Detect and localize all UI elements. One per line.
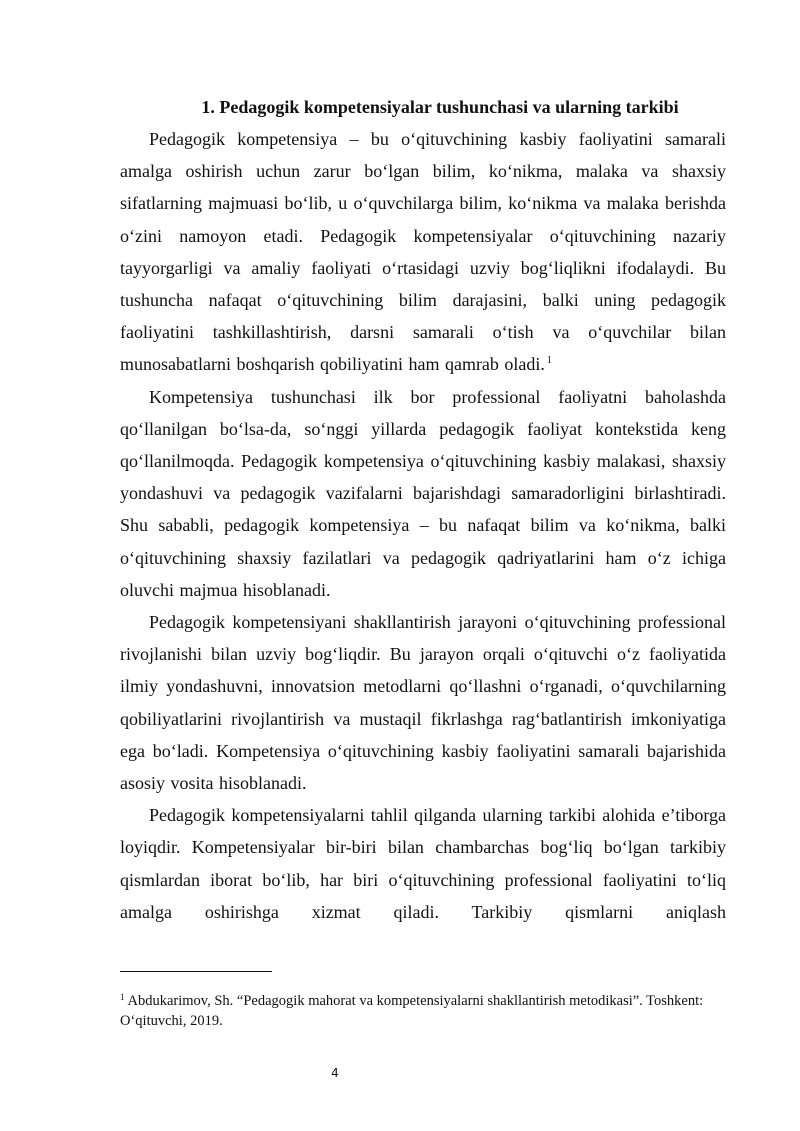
footnote-marker: 1 [120, 992, 125, 1002]
body-text [120, 123, 726, 928]
footnote-text: Abdukarimov, Sh. “Pedagogik mahorat va kompetensiyalarni shakllantirish metodikasi”. Toshkent: O‘qituvchi, 2019. [120, 993, 704, 1029]
page-number: 4 [331, 1066, 339, 1080]
footnote [120, 991, 726, 1031]
paragraph-3: Pedagogik kompetensiyani shakllantirish jarayoni o‘qituvchining professional rivojlanishi bilan uzviy bog‘liqdir. Bu jarayon orqali o‘qituvchi o‘z faoliyatida ilmiy yondashuvni, innovatsion metodlarni qo‘llashni o‘rganadi, o‘quvchilarning qobiliyatlarini rivojlantirish va mustaqil fikrlashga rag‘batlantirish imkoniyatiga ega bo‘ladi. Kompetensiya o‘qituvchining kasbiy faoliyatini samarali bajarishida asosiy vosita hisoblanadi. [120, 612, 726, 794]
paragraph-4: Pedagogik kompetensiyalarni tahlil qilganda ularning tarkibi alohida e’tiborga loyiqdir. Kompetensiyalar bir-biri bilan chambarchas bog‘liq bo‘lgan tarkibiy qismlardan iborat bo‘lib, har biri o‘qituvchining professional faoliyatini to‘liq amalga oshirishga xizmat qiladi. Tarkibiy qismlarni aniqlash [120, 805, 726, 922]
section-heading: 1. Pedagogik kompetensiyalar tushunchasi va ularning tarkibi [201, 97, 679, 117]
paragraph-1-text: Pedagogik kompetensiya – bu o‘qituvchining kasbiy faoliyatini samarali amalga oshirish uchun zarur bo‘lgan bilim, ko‘nikma, malaka va shaxsiy sifatlarning majmuasi bo‘lib, u o‘quvchilarga bilim, ko‘nikma va malaka berishda o‘zini namoyon etadi. Pedagogik kompetensiyalar o‘qituvchining nazariy tayyorgarligi va amaliy faoliyati o‘rtasidagi uzviy bog‘liqlikni ifodalaydi. Bu tushuncha nafaqat o‘qituvchining bilim darajasini, balki uning pedagogik faoliyatini tashkillashtirish, darsni samarali o‘tish va o‘quvchilar bilan munosabatlarni boshqarish qobiliyatini ham qamrab oladi. [120, 129, 726, 375]
paragraph-1 [120, 123, 726, 381]
footnote-separator [120, 971, 272, 972]
footnote-reference: 1 [546, 355, 552, 367]
paragraph-2: Kompetensiya tushunchasi ilk bor professional faoliyatni baholashda qo‘llanilgan bo‘lsa-da, so‘nggi yillarda pedagogik faoliyat kontekstida keng qo‘llanilmoqda. Pedagogik kompetensiya o‘qituvchining kasbiy malakasi, shaxsiy yondashuvi va pedagogik vazifalarni bajarishdagi samaradorligini birlashtiradi. Shu sababli, pedagogik kompetensiya – bu nafaqat bilim va ko‘nikma, balki o‘qituvchining shaxsiy fazilatlari va pedagogik qadriyatlarini ham o‘z ichiga oluvchi majmua hisoblanadi. [120, 386, 726, 600]
